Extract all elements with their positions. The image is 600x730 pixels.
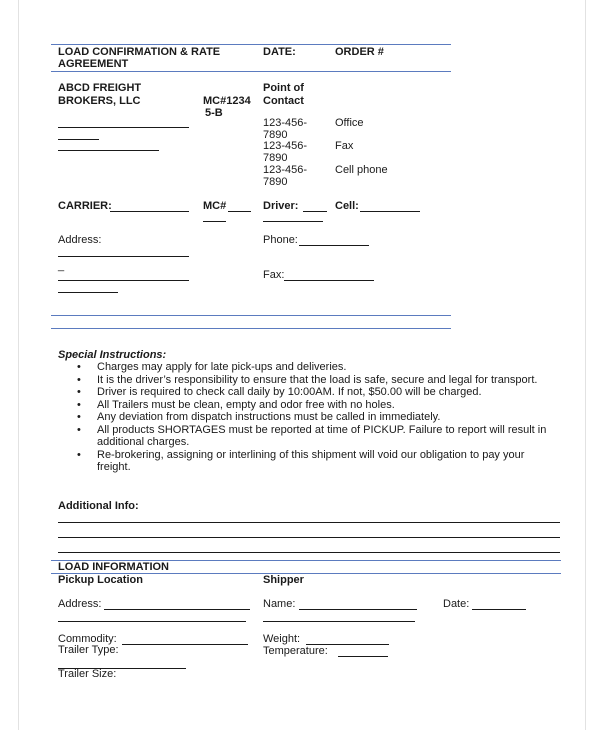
cell-label: Cell: — [335, 200, 359, 212]
special-instructions-list — [71, 361, 551, 474]
contact-phone: 7890 — [263, 176, 288, 188]
carrier-phone-label: Phone: — [263, 234, 298, 246]
trailer-size-label: Trailer Size: — [58, 668, 117, 680]
contact-phone: 123-456- — [263, 164, 308, 176]
broker-mc-line2: 5-B — [205, 107, 223, 119]
shipper-name-label: Name: — [263, 598, 296, 610]
carrier-address-line[interactable] — [58, 280, 189, 281]
broker-mc-line1: MC#1234 — [203, 95, 251, 107]
driver-field[interactable] — [303, 211, 327, 212]
contact-type: Office — [335, 117, 364, 129]
date-label: DATE: — [263, 46, 296, 58]
additional-info-line[interactable] — [58, 537, 560, 538]
driver-field-cont[interactable] — [263, 221, 323, 222]
broker-blank-line[interactable] — [58, 150, 159, 151]
load-info-heading: LOAD INFORMATION — [58, 561, 170, 573]
shipper-name-line[interactable] — [263, 621, 415, 622]
driver-label: Driver: — [263, 200, 299, 212]
carrier-mc-field-cont[interactable] — [203, 221, 226, 222]
instruction-item: • It is the driver’s responsibility to ensure that the load is safe, secure and legal for transport. — [71, 374, 551, 387]
carrier-address-line[interactable] — [58, 292, 118, 293]
commodity-field[interactable] — [122, 644, 248, 645]
point-of-contact-line2: Contact — [263, 95, 304, 107]
trailer-type-label: Trailer Type: — [58, 644, 119, 656]
header-top-rule — [51, 44, 451, 45]
form-page — [18, 0, 586, 730]
form-title-line1: LOAD CONFIRMATION & RATE — [58, 46, 221, 58]
carrier-address-line[interactable] — [58, 256, 189, 257]
load-date-label: Date: — [443, 598, 470, 610]
broker-blank-line[interactable] — [58, 139, 99, 140]
additional-info-label: Additional Info: — [58, 500, 139, 512]
form-title-line2: AGREEMENT — [58, 58, 129, 70]
carrier-address-label: Address: — [58, 234, 102, 246]
header-bottom-rule — [51, 71, 451, 72]
instruction-item: • All products SHORTAGES must be reported at time of PICKUP. Failure to report will result in additional charges. — [71, 424, 551, 449]
cell-field[interactable] — [360, 211, 420, 212]
contact-phone: 7890 — [263, 129, 288, 141]
order-label: ORDER # — [335, 46, 384, 58]
commodity-label: Commodity: — [58, 633, 117, 645]
additional-info-line[interactable] — [58, 552, 560, 553]
pickup-location-heading: Pickup Location — [58, 574, 143, 586]
instruction-item: • Any deviation from dispatch instructions must be called in immediately. — [71, 411, 551, 424]
contact-phone: 7890 — [263, 152, 288, 164]
carrier-fax-label: Fax: — [263, 269, 285, 281]
shipper-heading: Shipper — [263, 574, 304, 586]
instruction-item: • Driver is required to check call daily by 10:00AM. If not, $50.00 will be charged. — [71, 386, 551, 399]
weight-label: Weight: — [263, 633, 301, 645]
pickup-address-field[interactable] — [104, 609, 250, 610]
carrier-fax-field[interactable] — [284, 280, 374, 281]
contact-phone: 123-456- — [263, 140, 308, 152]
carrier-phone-field[interactable] — [299, 245, 369, 246]
contact-phone: 123-456- — [263, 117, 308, 129]
carrier-address-dash: _ — [58, 260, 65, 272]
carrier-bottom-rule — [51, 315, 451, 316]
carrier-field[interactable] — [110, 211, 189, 212]
instruction-item: • Re-brokering, assigning or interlining of this shipment will void our obligation to pay your freight. — [71, 449, 551, 474]
instruction-item: • All Trailers must be clean, empty and odor free with no holes. — [71, 399, 551, 412]
temperature-label: Temperature: — [263, 645, 328, 657]
broker-name-line2: BROKERS, LLC — [58, 95, 141, 107]
carrier-mc-label: MC# — [203, 200, 227, 212]
broker-name-line1: ABCD FREIGHT — [58, 82, 142, 94]
shipper-name-field[interactable] — [299, 609, 417, 610]
point-of-contact-line1: Point of — [263, 82, 304, 94]
load-date-field[interactable] — [472, 609, 526, 610]
carrier-bottom-rule-2 — [51, 328, 451, 329]
pickup-address-label: Address: — [58, 598, 102, 610]
carrier-mc-field[interactable] — [228, 211, 251, 212]
temperature-field[interactable] — [338, 656, 388, 657]
carrier-label: CARRIER: — [58, 200, 112, 212]
additional-info-line[interactable] — [58, 522, 560, 523]
contact-type: Cell phone — [335, 164, 388, 176]
contact-type: Fax — [335, 140, 354, 152]
broker-blank-line[interactable] — [58, 127, 189, 128]
pickup-address-line[interactable] — [58, 621, 246, 622]
special-instructions-heading: Special Instructions: — [58, 349, 167, 361]
instruction-item: • Charges may apply for late pick-ups and deliveries. — [71, 361, 551, 374]
